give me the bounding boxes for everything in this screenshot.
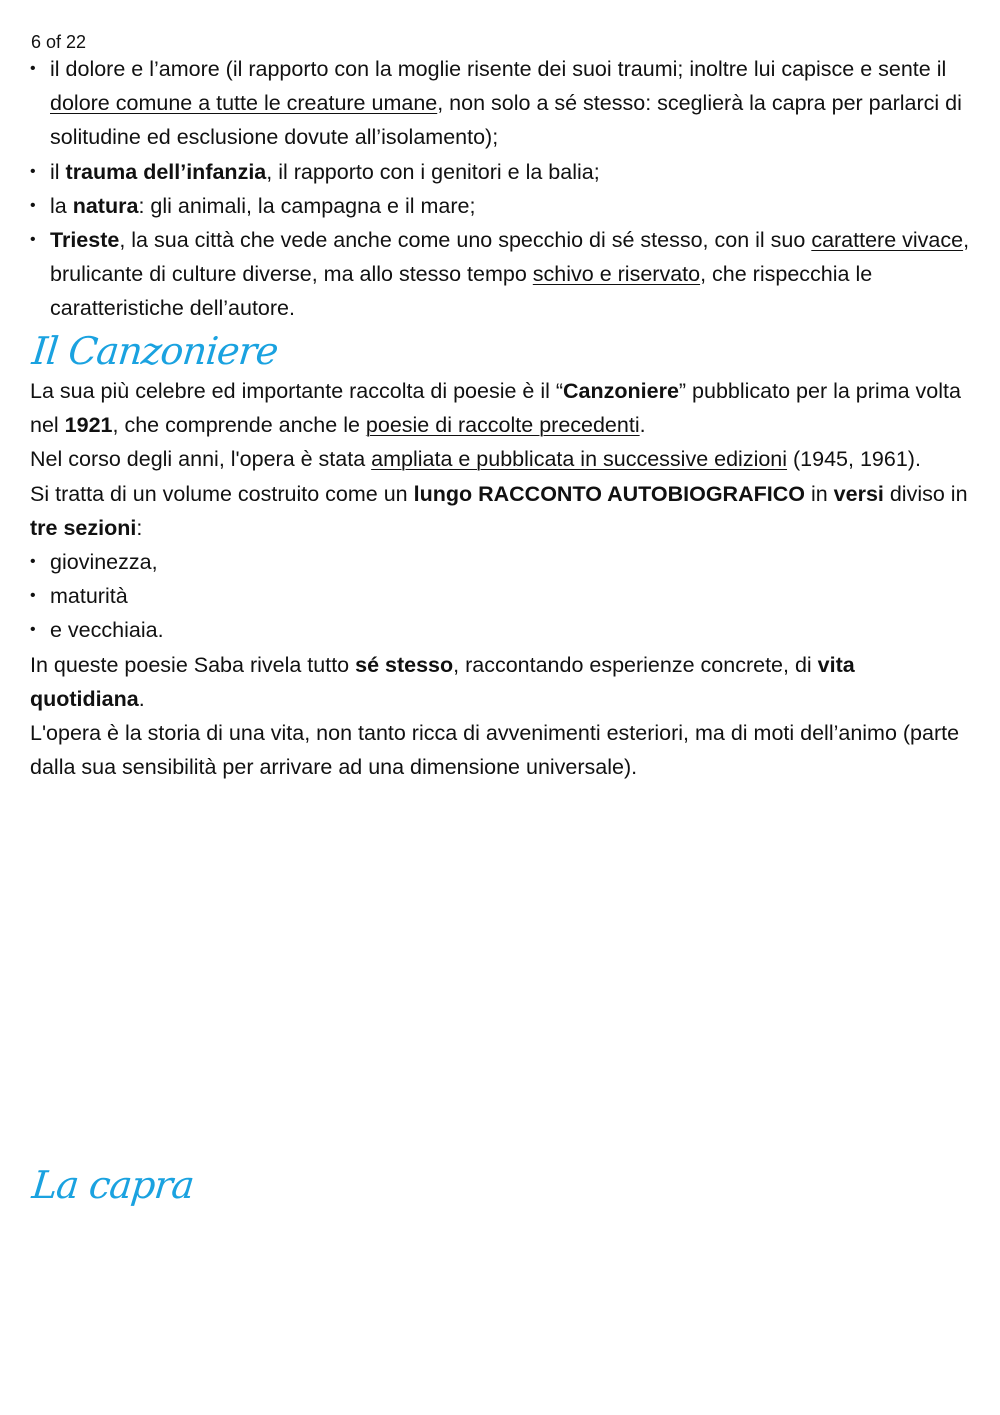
- item-text: la: [50, 193, 73, 218]
- list-item: [30, 613, 975, 647]
- underlined-text: dolore comune a tutte le creature umane: [50, 91, 438, 116]
- themes-section: [30, 52, 975, 326]
- text: (1945, 1961).: [787, 447, 921, 472]
- text: Nel corso degli anni, l'opera è stata: [30, 447, 372, 472]
- item-text: il dolore e l’amore (il rapporto con la moglie risente dei suoi traumi; inoltre lui capisce e sente il: [50, 57, 947, 81]
- item-text: : gli animali, la campagna e il mare;: [138, 193, 476, 218]
- text: Si tratta di un volume costruito come un: [30, 481, 414, 506]
- bullet-icon: •: [30, 60, 36, 77]
- paragraph: [30, 477, 975, 545]
- item-text: , non solo a sé stesso: sceglierà la capra per parlarci di solitudine ed esclusione dovute all’isolamento);: [50, 91, 962, 150]
- bold-text: versi: [833, 481, 884, 506]
- bullet-icon: •: [30, 621, 36, 639]
- text: , che comprende anche le: [112, 413, 366, 438]
- list-item: [30, 189, 975, 223]
- bold-text: trauma dell’infanzia: [65, 159, 267, 184]
- underlined-text: poesie di raccolte precedenti: [365, 413, 640, 438]
- text: :: [136, 515, 143, 540]
- sections-list: [30, 545, 975, 648]
- list-item: [30, 52, 975, 155]
- text: .: [639, 413, 646, 438]
- item-text: , brulicante di culture diverse, ma allo stesso tempo: [50, 228, 970, 287]
- underlined-text: ampliata e pubblicata in successive edizioni: [371, 447, 788, 472]
- underlined-text: carattere vivace: [811, 228, 964, 253]
- bold-text: 1921: [64, 413, 113, 438]
- bullet-icon: •: [30, 587, 36, 605]
- bold-text: Canzoniere: [563, 379, 679, 403]
- text: in: [804, 481, 834, 506]
- page-number: 6 of 22: [31, 32, 87, 52]
- list-item: [30, 545, 975, 579]
- bullet-icon: •: [30, 196, 36, 214]
- item-text: il: [50, 159, 66, 184]
- text: ” pubblicato per la prima volta nel: [30, 379, 961, 438]
- underlined-text: schivo e riservato: [532, 262, 701, 287]
- text: La sua più celebre ed importante raccolta di poesie è il “: [30, 379, 564, 403]
- list-item: [30, 223, 975, 326]
- section-heading-canzoniere: Il Canzoniere: [30, 329, 280, 373]
- bold-text: sé stesso: [355, 652, 454, 677]
- section-heading-la-capra: La capra: [30, 1163, 196, 1207]
- bullet-icon: •: [30, 162, 36, 180]
- item-text: giovinezza,: [50, 550, 158, 575]
- bold-text: Trieste: [50, 228, 120, 253]
- bold-text: natura: [72, 193, 139, 218]
- list-item: [30, 155, 975, 189]
- paragraph: [30, 648, 975, 716]
- text: , raccontando esperienze concrete, di: [453, 652, 818, 677]
- bold-text: lungo RACCONTO AUTOBIOGRAFICO: [413, 481, 805, 506]
- canzoniere-section: [30, 374, 975, 784]
- bullet-icon: •: [30, 553, 36, 571]
- bullet-icon: •: [30, 231, 36, 249]
- bold-text: vita quotidiana: [30, 652, 855, 711]
- item-text: , la sua città che vede anche come uno specchio di sé stesso, con il suo: [119, 228, 812, 253]
- list-item: [30, 579, 975, 613]
- paragraph: [30, 716, 975, 784]
- item-text: e vecchiaia.: [50, 618, 164, 643]
- text: In queste poesie Saba rivela tutto: [30, 652, 356, 677]
- text: diviso in: [883, 481, 968, 506]
- paragraph: [30, 442, 975, 476]
- paragraph: [30, 374, 975, 442]
- text: .: [138, 686, 145, 711]
- themes-list: [30, 52, 975, 326]
- item-text: maturità: [50, 584, 128, 609]
- item-text: , il rapporto con i genitori e la balia;: [266, 159, 600, 184]
- bold-text: tre sezioni: [30, 515, 137, 540]
- text: L'opera è la storia di una vita, non tanto ricca di avvenimenti esteriori, ma di moti dell’animo (parte dalla sua sensibilità per arrivare ad una dimensione universale).: [30, 721, 960, 780]
- item-text: , che rispecchia le caratteristiche dell’autore.: [50, 262, 873, 321]
